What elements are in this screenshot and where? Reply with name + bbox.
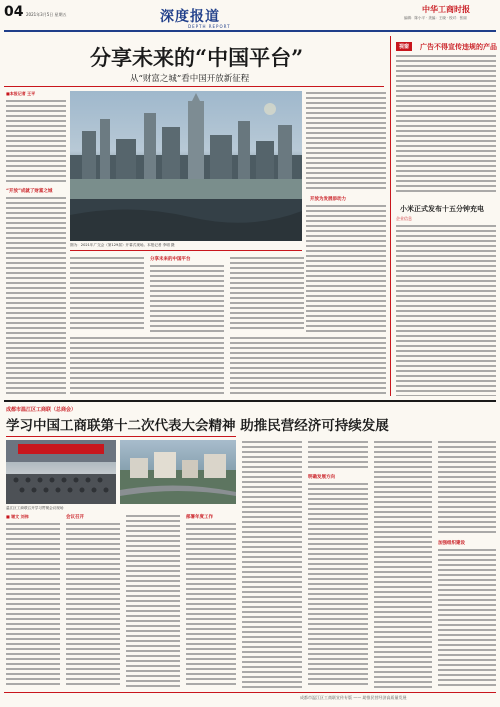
bottom-col8-text: [438, 440, 496, 536]
bottom-col6-text: [308, 440, 368, 470]
masthead-editors: 编辑：陈小平 · 美编：王晓 · 校对：张丽: [404, 16, 467, 20]
main-subhead-3: 开放为发展添动力: [310, 197, 346, 202]
masthead-date: 2021年3月5日 星期五: [26, 12, 67, 17]
side-text-2: [396, 224, 496, 396]
side-headline-2: 小米正式发布十五分钟充电: [400, 204, 484, 213]
side-sub-head: 企业信息: [396, 216, 412, 221]
bottom-col4-text: [186, 522, 236, 688]
bottom-col6b-text: [308, 482, 368, 688]
masthead-rule: [4, 30, 496, 32]
main-story-col1-text-2: [6, 196, 66, 396]
main-story-col6-text: [306, 204, 386, 332]
side-text-1: [396, 54, 496, 194]
bottom-col3-text: [126, 514, 180, 688]
bottom-col7-text: [374, 440, 432, 688]
main-story-col4-text: [150, 264, 224, 332]
main-subhead-2: 分享未来的中国平台: [150, 257, 191, 262]
main-subhead-1: “开放”成就了财富之城: [6, 189, 53, 194]
bottom-subhead-3: 明确发展方向: [308, 475, 335, 480]
main-subheadline: 从“财富之城”看中国开放新征程: [130, 74, 250, 84]
main-photo: [70, 91, 302, 241]
bottom-col2-text: [66, 522, 120, 688]
main-story-col1-text: [6, 99, 66, 185]
bottom-byline: ■ 谢文 刘伟: [6, 514, 29, 519]
section-title-en: DEPTH REPORT: [188, 24, 231, 29]
side-headline-1: 广告不得宣传违规的产品: [420, 42, 497, 51]
main-byline: ■本报记者 王平: [6, 91, 36, 96]
meeting-hall-illustration: [6, 440, 116, 504]
bottom-subhead-2: 部署年度工作: [186, 515, 213, 520]
bottom-col8b-text: [438, 548, 496, 688]
bottom-col1-text: [6, 522, 60, 688]
side-kicker: 视窗: [396, 42, 412, 51]
headline-rule: [4, 86, 384, 87]
bottom-headline: 学习中国工商联第十二次代表大会精神 助推民营经济可持续发展: [6, 418, 389, 434]
bottom-headline-rule: [6, 436, 236, 437]
main-story-col5-text: [230, 256, 304, 332]
main-headline: 分享未来的“中国平台”: [90, 45, 304, 70]
main-story-col3-text: [70, 256, 144, 332]
main-story-col-bottom-2: [230, 336, 386, 396]
bottom-kicker: 成都市温江区工商联（总商会）: [6, 407, 77, 413]
footer-text: 成都市温江区工商联宣传专版 —— 助推民营经济高质量发展: [300, 695, 407, 700]
footer-rule: [4, 692, 496, 693]
section-divider: [4, 400, 496, 402]
main-story-col-bottom-1: [70, 336, 224, 396]
section-title: 深度报道: [160, 9, 220, 25]
masthead: [0, 0, 500, 34]
bottom-photo-caption: 温江区工商联召开学习贯彻会议现场: [6, 506, 64, 510]
city-skyline-illustration: [70, 91, 302, 241]
aerial-view-illustration: [120, 440, 236, 504]
page-number: 04: [4, 4, 24, 20]
photo-caption-rule: [70, 250, 302, 251]
bottom-photo-1: [6, 440, 116, 504]
main-photo-caption: 图为：2021年广交会（第129届）开幕式现场。本报记者 李明 摄: [70, 243, 175, 247]
bottom-photo-2: [120, 440, 236, 504]
bottom-subhead-1: 会议召开: [66, 515, 84, 520]
main-story-col2-text: [306, 91, 386, 191]
bottom-col5-text: [242, 440, 302, 688]
bottom-subhead-4: 加强组织建设: [438, 541, 465, 546]
side-column-border: [390, 36, 391, 396]
paper-name: 中华工商时报: [422, 5, 470, 14]
